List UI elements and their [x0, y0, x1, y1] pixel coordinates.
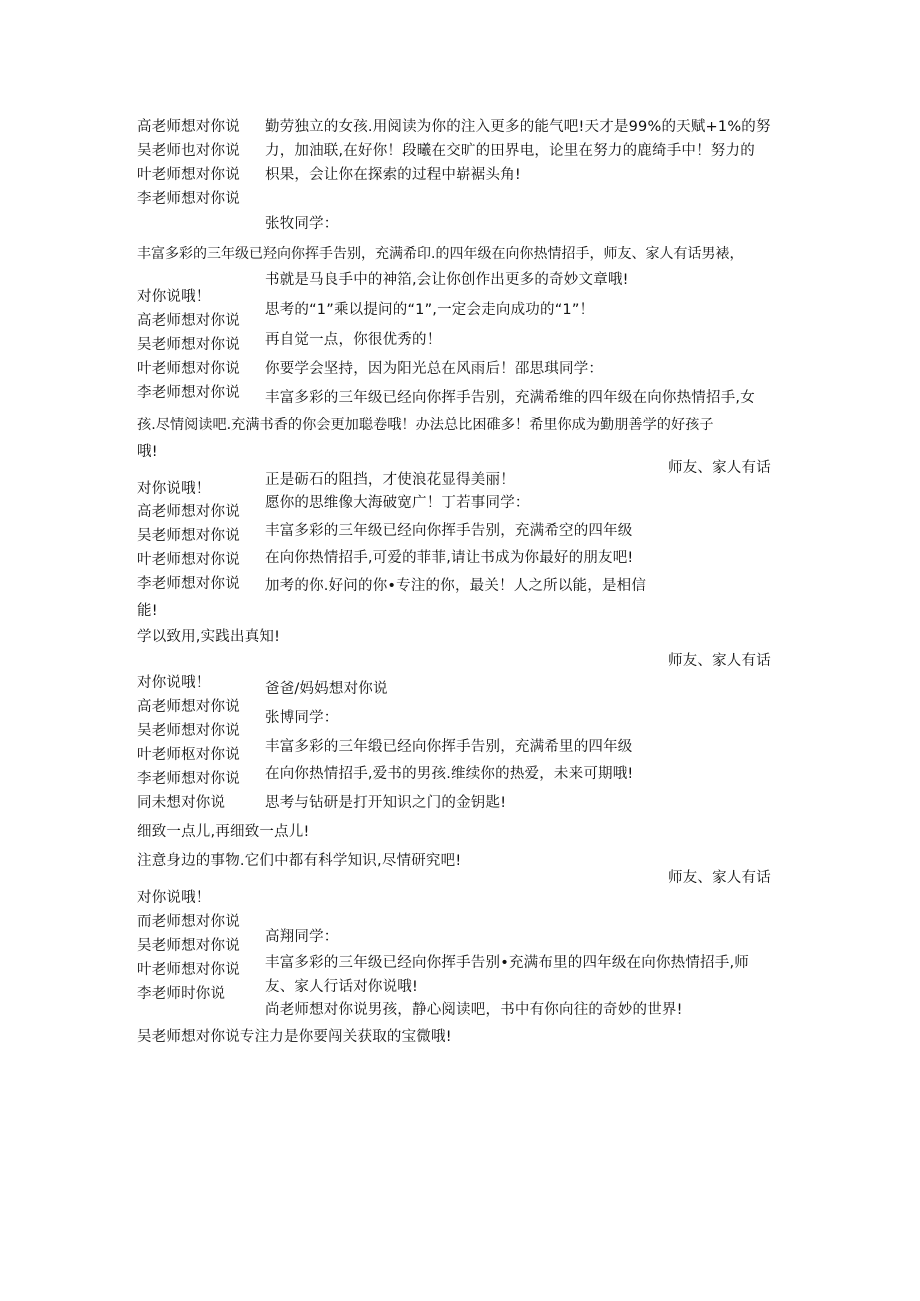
text-line: 思考的“1”乘以提问的“1”,一定会走向成功的“1”！: [265, 302, 595, 318]
text-line: 友、家人行话对你说哦!: [265, 979, 419, 995]
text-line: 注意身边的事物.它们中都有科学知识,尽情研究吧!: [137, 853, 462, 869]
text-line: 对你说哦！: [137, 675, 211, 691]
text-line: 师友、家人有话: [668, 460, 771, 476]
text-line: 师友、家人有话: [668, 870, 771, 886]
text-line: 李老师时你说: [137, 986, 226, 1002]
text-line: 高老师想对你说: [137, 313, 240, 329]
text-line: 力，加油联,在好你！段曦在交旷的田界电，论里在努力的鹿绮手中！努力的: [265, 143, 755, 159]
text-line: 叶老师想对你说: [137, 962, 240, 978]
text-line: 丰富多彩的三年级已经向你挥手告别，充满希空的四年级: [265, 523, 633, 539]
text-line: 吴老师想对你说: [137, 723, 240, 739]
text-line: 思考与钻研是打开知识之门的金钥匙!: [265, 795, 507, 811]
text-line: 丰富多彩的三年级已经向你挥手告别•充满布里的四年级在向你热情招手,师: [265, 955, 749, 971]
text-line: 书就是马良手中的神箔,会让你创作出更多的奇妙文章哦!: [265, 272, 629, 288]
text-line: 正是砺石的阻挡，才使浪花显得美丽！: [265, 472, 515, 488]
text-line: 学以致用,实践出真知!: [137, 629, 281, 645]
text-line: 尚老师想对你说男孩，静心阅读吧，书中有你向往的奇妙的世界!: [265, 1002, 683, 1018]
text-line: 再自觉一点，你很优秀的！: [265, 332, 442, 348]
text-line: 高老师想对你说: [137, 699, 240, 715]
text-line: 张博同学：: [265, 710, 339, 726]
text-line: 丰富多彩的三年级已经向你挥手告别，充满希维的四年级在向你热情招手,女: [265, 390, 755, 406]
text-line: 加考的你.好问的你•专注的你，最关！人之所以能，是相信: [265, 578, 647, 594]
text-line: 哦!: [137, 444, 158, 460]
text-line: 高老师想对你说: [137, 119, 240, 135]
text-line: 对你说哦！: [137, 481, 211, 497]
text-line: 叶老师想对你说: [137, 552, 240, 568]
text-line: 吴老师想对你说: [137, 938, 240, 954]
text-line: 张牧同学：: [265, 216, 339, 232]
text-line: 高翔同学：: [265, 929, 339, 945]
text-line: 对你说哦！: [137, 890, 211, 906]
text-line: 吴老师想对你说专注力是你要闯关获取的宝微哦!: [137, 1029, 452, 1045]
text-line: 你要学会坚持，因为阳光总在风雨后！邵思琪同学：: [265, 361, 604, 377]
text-line: 叶老师想对你说: [137, 361, 240, 377]
text-line: 在向你热情招手,爱书的男孩.维续你的热爱，未来可期哦!: [265, 766, 634, 782]
text-line: 勤劳独立的女孩.用阅读为你的注入更多的能气吧!天才是99%的天赋+1%的努: [265, 119, 771, 135]
text-line: 叶老师枢对你说: [137, 747, 240, 763]
text-line: 李老师想对你说: [137, 191, 240, 207]
text-line: 细致一点儿,再细致一点儿!: [137, 824, 310, 840]
text-line: 在向你热情招手,可爱的菲菲,请让书成为你最好的朋友吧!: [265, 550, 634, 566]
text-line: 李老师想对你说: [137, 771, 240, 787]
text-line: 吴老师想对你说: [137, 528, 240, 544]
text-line: 李老师想对你说: [137, 576, 240, 592]
text-line: 师友、家人有话: [668, 653, 771, 669]
text-line: 能!: [137, 603, 158, 619]
text-line: 对你说哦！: [137, 289, 211, 305]
text-line: 而老师想对你说: [137, 914, 240, 930]
text-line: 李老师想对你说: [137, 385, 240, 401]
text-line: 高老师想对你说: [137, 504, 240, 520]
text-line: 愿你的思维像大海破宽广！丁若事同学：: [265, 495, 530, 511]
text-line: 吴老师想对你说: [137, 337, 240, 353]
text-line: 丰富多彩的三年缎已经向你挥手告别，充满希里的四年级: [265, 739, 633, 755]
text-line: 叶老师想对你说: [137, 167, 240, 183]
text-line: 枳果，会让你在探索的过程中崭裾头角!: [265, 167, 521, 183]
text-line: 同未想对你说: [137, 795, 226, 811]
text-line: 爸爸/妈妈想对你说: [265, 681, 388, 697]
text-line: 孩.尽情阅读吧.充满书香的你会更加聪卷哦！办法总比困碓多！希里你成为勤朋善学的好孩子: [137, 417, 714, 433]
text-line: 丰富多彩的三年级已羟向你挥手告别，充满希印.的四年级在向你热情招手，师友、家人有话男裱，: [137, 246, 744, 262]
text-line: 吴老师也对你说: [137, 143, 240, 159]
